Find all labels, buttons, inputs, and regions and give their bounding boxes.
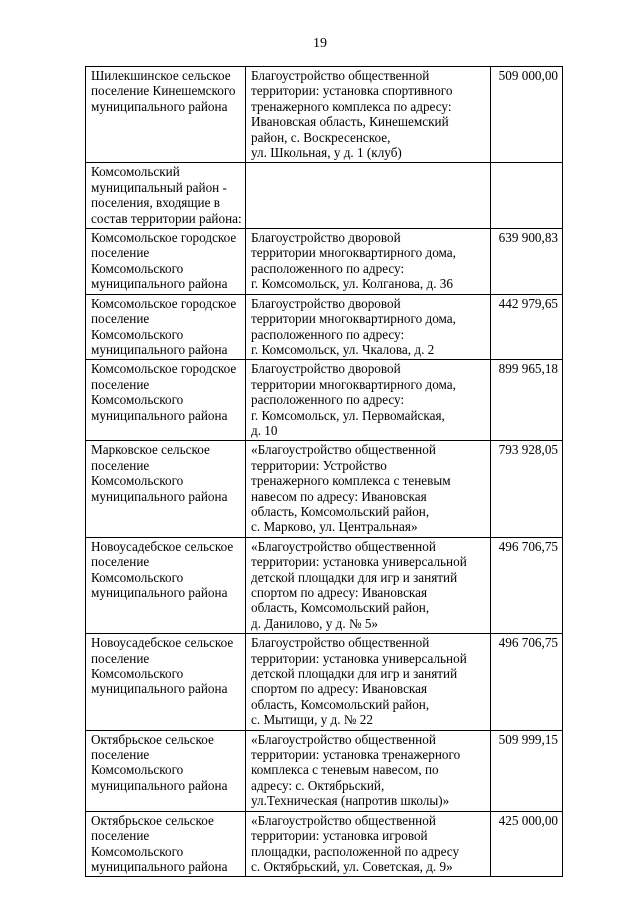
table-row [86, 441, 563, 537]
amount-cell: 639 900,83 [491, 229, 563, 295]
description-cell: Благоустройство дворовой территории многоквартирного дома, расположенного по адресу: г. Комсомольск, ул. Чкалова, д. 2 [246, 294, 491, 360]
description-cell: «Благоустройство общественной территории: установка тренажерного комплекса с теневым навесом, по адресу: с. Октябрьский, ул.Техническая (напротив школы)» [246, 730, 491, 811]
municipality-cell: Новоусадебское сельское поселение Комсомольского муниципального района [86, 634, 246, 730]
description-cell: Благоустройство дворовой территории многоквартирного дома, расположенного по адресу: г. Комсомольск, ул. Колганова, д. 36 [246, 229, 491, 295]
municipality-cell: Новоусадебское сельское поселение Комсомольского муниципального района [86, 537, 246, 633]
funding-table [85, 66, 563, 877]
description-cell: Благоустройство общественной территории: установка спортивного тренажерного комплекса по адресу: Ивановская область, Кинешемский район, с. Воскресенское, ул. Школьная, у д. 1 (клуб) [246, 67, 491, 163]
table-row [86, 811, 563, 877]
amount-cell [491, 163, 563, 229]
table-row [86, 229, 563, 295]
description-cell: Благоустройство общественной территории: установка универсальной детской площадки для игр и занятий спортом по адресу: Ивановская область, Комсомольский район, с. Мытищи, у д. № 22 [246, 634, 491, 730]
table-row [86, 730, 563, 811]
description-cell: «Благоустройство общественной территории: установка игровой площадки, расположенной по адресу с. Октябрьский, ул. Советская, д. 9» [246, 811, 491, 877]
table-row [86, 163, 563, 229]
municipality-cell: Комсомольское городское поселение Комсомольского муниципального района [86, 294, 246, 360]
description-cell: «Благоустройство общественной территории: Устройство тренажерного комплекса с теневым навесом по адресу: Ивановская область, Комсомольский район, с. Марково, ул. Центральная» [246, 441, 491, 537]
municipality-cell: Октябрьское сельское поселение Комсомольского муниципального района [86, 730, 246, 811]
amount-cell: 793 928,05 [491, 441, 563, 537]
municipality-cell: Комсомольское городское поселение Комсомольского муниципального района [86, 229, 246, 295]
amount-cell: 442 979,65 [491, 294, 563, 360]
description-cell: «Благоустройство общественной территории: установка универсальной детской площадки для игр и занятий спортом по адресу: Ивановская область, Комсомольский район, д. Данилово, у д. № 5» [246, 537, 491, 633]
table-row [86, 537, 563, 633]
municipality-cell: Марковское сельское поселение Комсомольского муниципального района [86, 441, 246, 537]
table-row [86, 294, 563, 360]
table-row [86, 67, 563, 163]
table-row [86, 634, 563, 730]
description-cell: Благоустройство дворовой территории многоквартирного дома, расположенного по адресу: г. Комсомольск, ул. Первомайская, д. 10 [246, 360, 491, 441]
page-number: 19 [313, 36, 327, 51]
amount-cell: 509 000,00 [491, 67, 563, 163]
municipality-cell: Шилекшинское сельское поселение Кинешемского муниципального района [86, 67, 246, 163]
amount-cell: 496 706,75 [491, 537, 563, 633]
table-row [86, 360, 563, 441]
municipality-cell: Комсомольское городское поселение Комсомольского муниципального района [86, 360, 246, 441]
amount-cell: 509 999,15 [491, 730, 563, 811]
municipality-cell: Октябрьское сельское поселение Комсомольского муниципального района [86, 811, 246, 877]
amount-cell: 425 000,00 [491, 811, 563, 877]
amount-cell: 899 965,18 [491, 360, 563, 441]
description-cell [246, 163, 491, 229]
amount-cell: 496 706,75 [491, 634, 563, 730]
municipality-cell: Комсомольский муниципальный район - поселения, входящие в состав территории района: [86, 163, 246, 229]
